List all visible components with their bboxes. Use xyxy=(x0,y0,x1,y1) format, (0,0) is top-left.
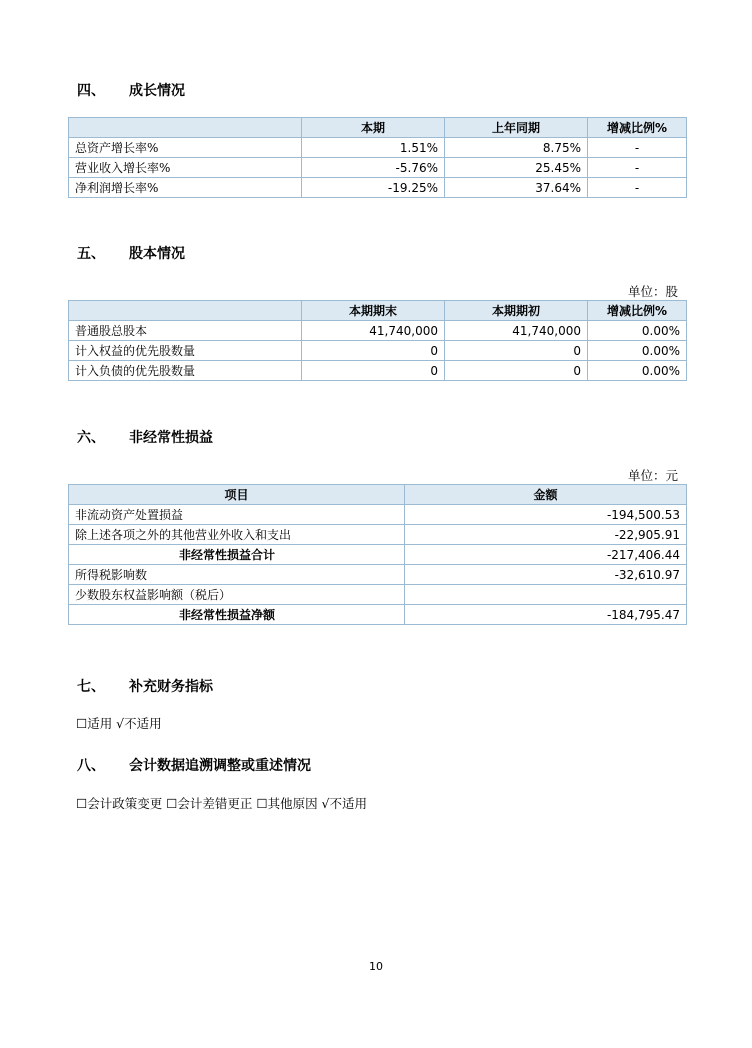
row-label: 计入权益的优先股数量 xyxy=(69,341,302,361)
section-number: 五、 xyxy=(77,246,105,262)
row-label: 计入负债的优先股数量 xyxy=(69,361,302,381)
section-8-heading xyxy=(77,755,311,775)
section-title: 补充财务指标 xyxy=(129,679,213,695)
page-number: 10 xyxy=(369,960,383,973)
cell-value: - xyxy=(588,138,687,158)
table-row xyxy=(69,138,687,158)
table-header-row xyxy=(69,301,687,321)
header-cell: 本期 xyxy=(302,118,445,138)
header-cell xyxy=(69,301,302,321)
table-row xyxy=(69,321,687,341)
cell-value: 41,740,000 xyxy=(302,321,445,341)
cell-value: 1.51% xyxy=(302,138,445,158)
row-label: 除上述各项之外的其他营业外收入和支出 xyxy=(69,525,405,545)
section-title: 非经常性损益 xyxy=(129,430,213,446)
cell-value: - xyxy=(588,178,687,198)
equity-table xyxy=(68,300,687,381)
row-label: 总资产增长率% xyxy=(69,138,302,158)
cell-value: -5.76% xyxy=(302,158,445,178)
cell-value: 0 xyxy=(445,341,588,361)
section-5-heading xyxy=(77,243,185,263)
row-label: 非流动资产处置损益 xyxy=(69,505,405,525)
section-number: 六、 xyxy=(77,430,105,446)
section-number: 七、 xyxy=(77,679,105,695)
table-row xyxy=(69,158,687,178)
section-number: 四、 xyxy=(77,83,105,99)
cell-value: 8.75% xyxy=(445,138,588,158)
table-row xyxy=(69,361,687,381)
section-title: 股本情况 xyxy=(129,246,185,262)
cell-value: - xyxy=(588,158,687,178)
section-7-heading xyxy=(77,676,213,696)
section-6-heading xyxy=(77,427,213,447)
cell-value xyxy=(405,585,687,605)
unit-label: 单位：元 xyxy=(627,468,678,483)
cell-value: -184,795.47 xyxy=(405,605,687,625)
cell-value: 0 xyxy=(302,361,445,381)
cell-value: -217,406.44 xyxy=(405,545,687,565)
header-cell: 本期期初 xyxy=(445,301,588,321)
cell-value: -22,905.91 xyxy=(405,525,687,545)
header-cell: 增减比例% xyxy=(588,118,687,138)
cell-value: 0.00% xyxy=(588,341,687,361)
cell-value: 37.64% xyxy=(445,178,588,198)
nonrecurring-table xyxy=(68,484,687,625)
header-cell: 上年同期 xyxy=(445,118,588,138)
cell-value: 41,740,000 xyxy=(445,321,588,341)
row-label: 营业收入增长率% xyxy=(69,158,302,178)
row-label: 普通股总股本 xyxy=(69,321,302,341)
cell-value: -19.25% xyxy=(302,178,445,198)
section-number: 八、 xyxy=(77,758,105,774)
growth-table xyxy=(68,117,687,198)
cell-value: 0 xyxy=(302,341,445,361)
header-cell: 增减比例% xyxy=(588,301,687,321)
section-4-heading xyxy=(77,80,185,100)
cell-value: 25.45% xyxy=(445,158,588,178)
cell-value: 0.00% xyxy=(588,361,687,381)
table-row xyxy=(69,341,687,361)
table-row xyxy=(69,525,687,545)
table-row xyxy=(69,585,687,605)
header-cell: 项目 xyxy=(69,485,405,505)
table-row xyxy=(69,505,687,525)
header-cell: 本期期末 xyxy=(302,301,445,321)
section-title: 成长情况 xyxy=(129,83,185,99)
subtotal-label: 非经常性损益合计 xyxy=(69,545,405,565)
header-cell: 金额 xyxy=(405,485,687,505)
row-label: 净利润增长率% xyxy=(69,178,302,198)
row-label: 所得税影响数 xyxy=(69,565,405,585)
table-header-row xyxy=(69,118,687,138)
restatement-options: ☐会计政策变更 ☐会计差错更正 ☐其他原因 √不适用 xyxy=(76,796,368,811)
section-title: 会计数据追溯调整或重述情况 xyxy=(129,758,311,774)
table-row xyxy=(69,565,687,585)
supplement-options: ☐适用 √不适用 xyxy=(76,716,162,731)
cell-value: 0 xyxy=(445,361,588,381)
cell-value: -194,500.53 xyxy=(405,505,687,525)
header-cell xyxy=(69,118,302,138)
cell-value: -32,610.97 xyxy=(405,565,687,585)
table-row xyxy=(69,545,687,565)
total-label: 非经常性损益净额 xyxy=(69,605,405,625)
row-label: 少数股东权益影响额（税后） xyxy=(69,585,405,605)
table-header-row xyxy=(69,485,687,505)
cell-value: 0.00% xyxy=(588,321,687,341)
table-row xyxy=(69,605,687,625)
table-row xyxy=(69,178,687,198)
unit-label: 单位：股 xyxy=(627,284,678,299)
